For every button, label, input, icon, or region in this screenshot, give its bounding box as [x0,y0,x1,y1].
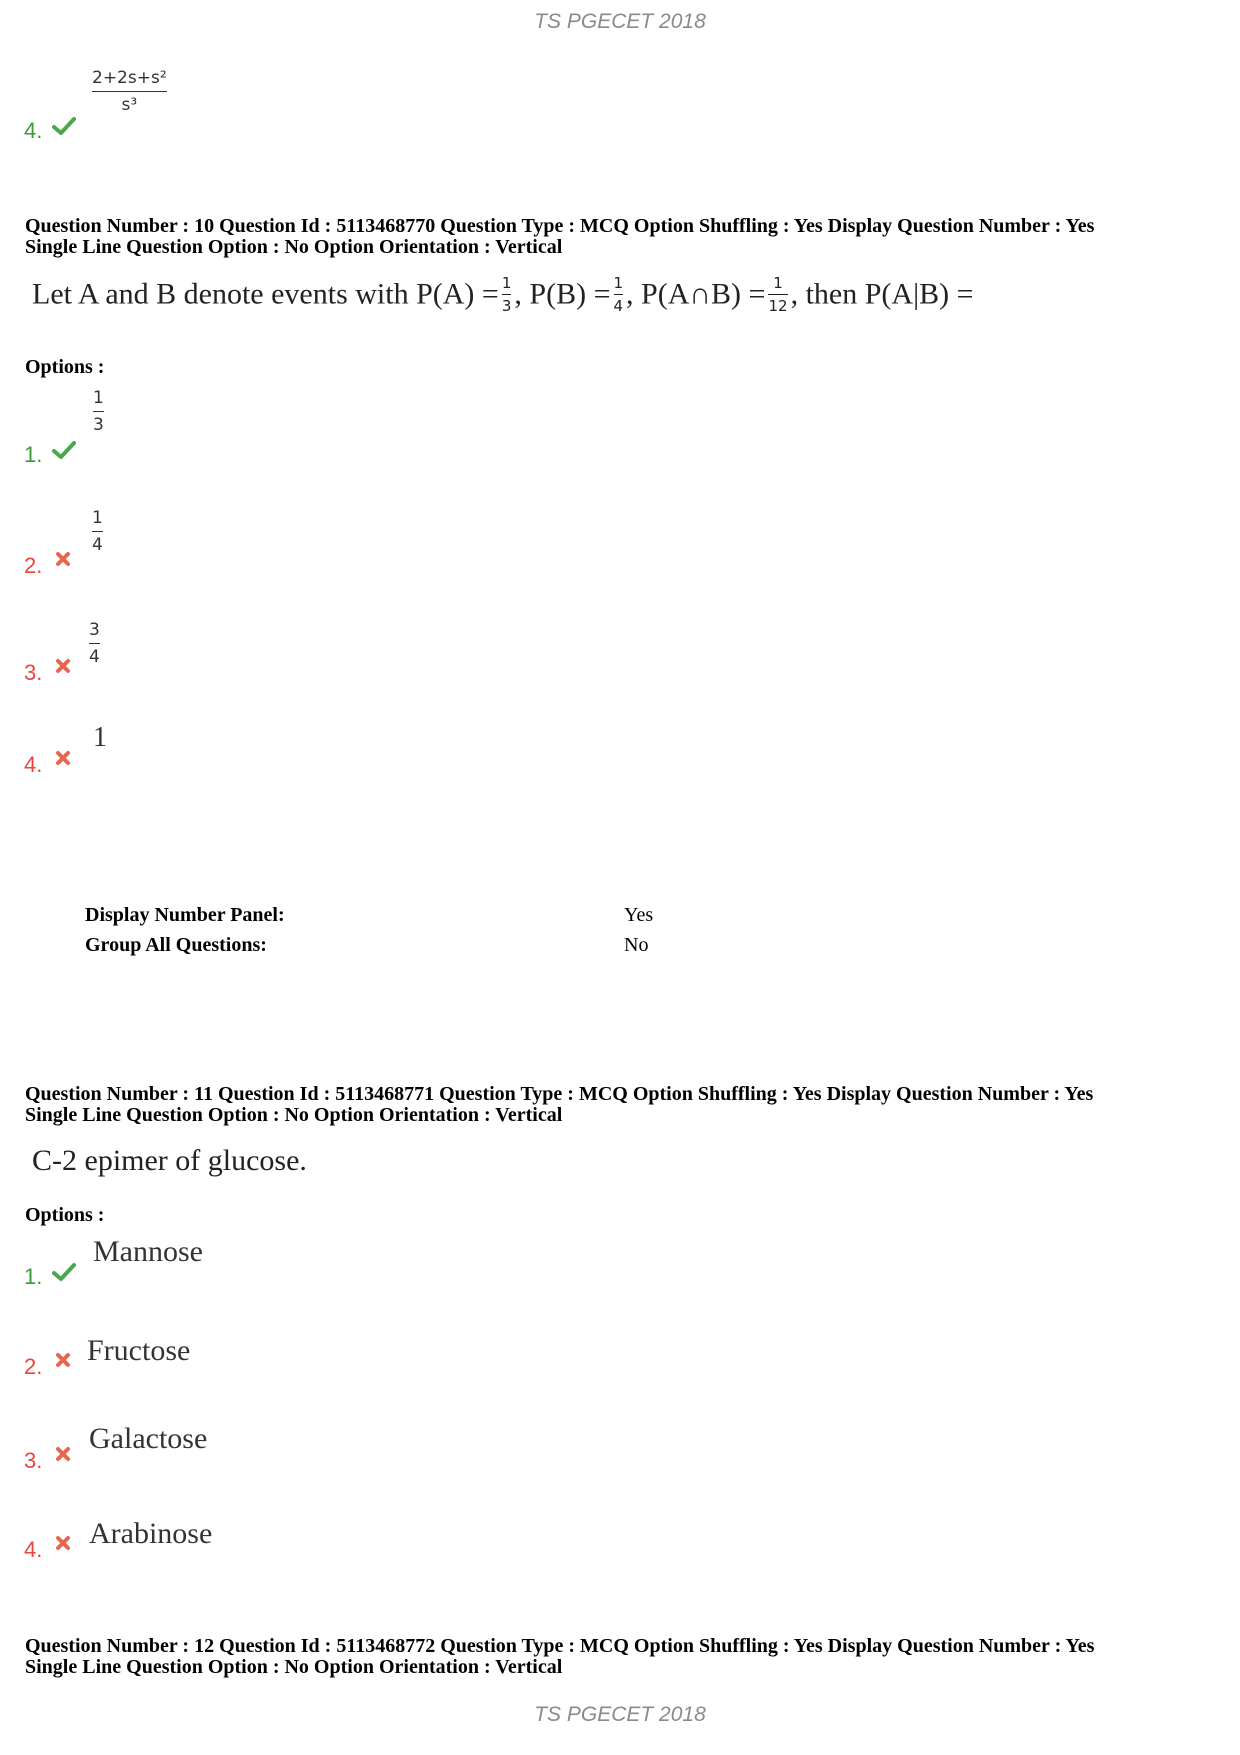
q10-text-part: , then P(A|B) = [790,277,974,311]
q11-meta-line2: Single Line Question Option : No Option Orientation : Vertical [25,1104,563,1126]
check-icon [52,440,76,460]
q11-option-1-label: Mannose [93,1235,203,1268]
fraction-denominator: 4 [613,297,624,315]
q10-options-label: Options : [25,356,105,378]
cross-icon [55,1352,71,1368]
q12-meta-line1: Question Number : 12 Question Id : 5113468772 Question Type : MCQ Option Shuffling : Yes Display Question Number : Yes [25,1635,1095,1657]
q10-option-3-fraction [89,620,100,667]
prev-option-4-fraction [92,68,167,115]
q10-meta-line2: Single Line Question Option : No Option Orientation : Vertical [25,236,563,258]
check-icon [52,116,76,136]
q10-option-2-number: 2. [24,553,43,578]
q10-fraction-pab [768,274,787,315]
q10-fraction-pa [502,274,512,315]
q10-option-4-value: 1 [93,722,107,753]
q11-options-label: Options : [25,1204,105,1226]
q10-text-part: , P(A∩B) = [626,277,766,311]
fraction-numerator: 1 [92,508,103,528]
fraction-numerator: 1 [613,274,624,292]
cross-icon [55,750,71,766]
display-number-panel-value: Yes [624,904,654,926]
q10-option-1-number: 1. [24,442,43,467]
q11-option-3-label: Galactose [89,1422,208,1455]
fraction-denominator: 3 [93,415,104,435]
cross-icon [55,1535,71,1551]
q10-meta-line1: Question Number : 10 Question Id : 5113468770 Question Type : MCQ Option Shuffling : Yes Display Question Number : Yes [25,215,1095,237]
q10-text-part: Let A and B denote events with P(A) = [32,277,499,311]
q10-meta [25,216,1225,258]
q10-question-text [32,276,974,317]
q11-option-1-number: 1. [24,1264,43,1289]
fraction-bar [768,294,787,295]
q11-question-text: C-2 epimer of glucose. [32,1144,307,1177]
page-footer: TS PGECET 2018 [534,1703,706,1726]
page-header: TS PGECET 2018 [534,10,706,33]
cross-icon [55,1446,71,1462]
fraction-bar [89,643,100,644]
fraction-bar [92,531,103,532]
fraction-numerator: 2+2s+s² [92,68,167,88]
fraction-bar [93,411,104,412]
cross-icon [55,551,71,567]
q10-text-part: , P(B) = [514,277,611,311]
q11-option-4-number: 4. [24,1537,43,1562]
group-all-questions-label: Group All Questions: [85,934,267,956]
prev-option-number: 4. [24,118,43,143]
q11-meta [25,1084,1225,1126]
fraction-numerator: 1 [501,274,512,292]
q11-option-2-number: 2. [24,1354,43,1379]
q10-option-4-number: 4. [24,752,43,777]
q10-option-3-number: 3. [24,660,43,685]
fraction-denominator: 4 [89,647,100,667]
q11-option-3-number: 3. [24,1448,43,1473]
q11-option-4-label: Arabinose [89,1517,213,1550]
q10-option-2-fraction [92,508,103,555]
q10-fraction-pb [614,274,624,315]
fraction-numerator: 1 [93,388,104,408]
q11-option-2-label: Fructose [87,1334,191,1367]
fraction-bar [614,294,624,295]
fraction-denominator: 3 [501,297,512,315]
fraction-bar [502,294,512,295]
group-all-questions-value: No [624,934,649,956]
fraction-bar [92,91,167,92]
check-icon [52,1262,76,1282]
fraction-denominator: 12 [768,297,788,315]
display-number-panel-label: Display Number Panel: [85,904,285,926]
fraction-numerator: 1 [773,274,783,292]
q12-meta-line2: Single Line Question Option : No Option Orientation : Vertical [25,1656,563,1678]
fraction-denominator: s³ [121,95,138,115]
fraction-numerator: 3 [89,620,100,640]
cross-icon [55,658,71,674]
q12-meta [25,1636,1225,1678]
fraction-denominator: 4 [92,535,103,555]
q11-meta-line1: Question Number : 11 Question Id : 5113468771 Question Type : MCQ Option Shuffling : Yes Display Question Number : Yes [25,1083,1094,1105]
q10-option-1-fraction [93,388,104,435]
